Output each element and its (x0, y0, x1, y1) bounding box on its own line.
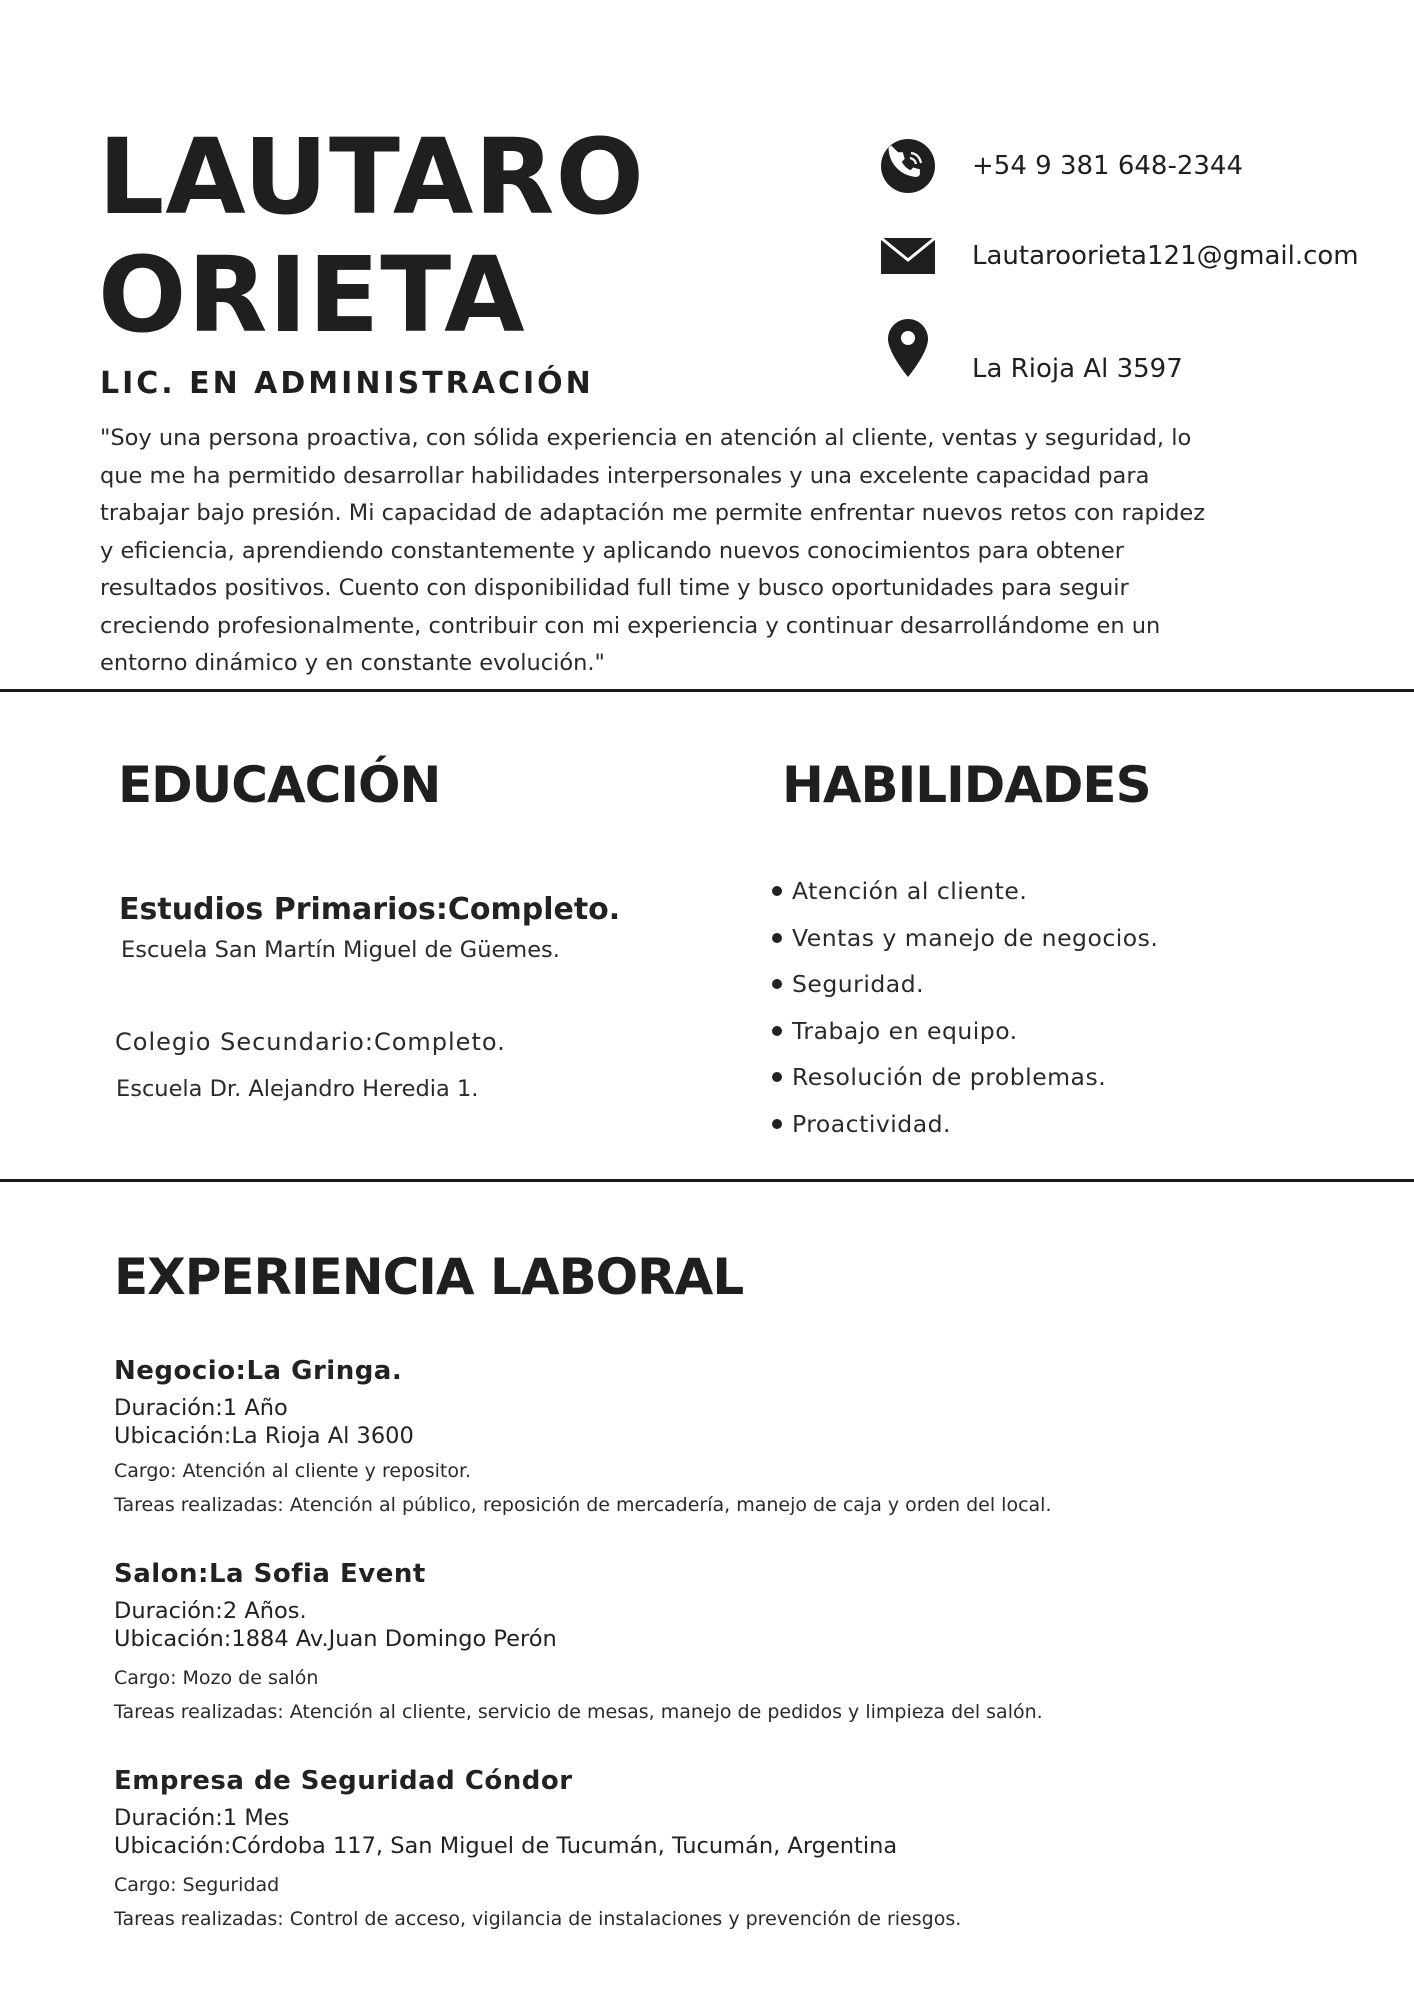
skill-item: Ventas y manejo de negocios. (768, 919, 1158, 966)
divider-middle (0, 1179, 1414, 1182)
secondary-education-title: Colegio Secundario:Completo. (115, 1028, 506, 1056)
job-role: Cargo: Seguridad (114, 1874, 280, 1896)
name-line-2: ORIETA (98, 234, 526, 356)
bullet-icon (772, 933, 782, 943)
bullet-icon (772, 1072, 782, 1082)
job-duration: Duración:1 Año (114, 1395, 288, 1421)
job-duration: Duración:1 Mes (114, 1805, 290, 1831)
bullet-icon (772, 1119, 782, 1129)
phone-icon (880, 138, 936, 194)
job-entry (114, 1766, 1314, 1936)
contact-email-row (880, 228, 1359, 284)
job-location: Ubicación:1884 Av.Juan Domingo Perón (114, 1626, 557, 1652)
secondary-education-school: Escuela Dr. Alejandro Heredia 1. (116, 1076, 479, 1102)
job-employer: Negocio:La Gringa. (114, 1356, 403, 1386)
primary-education-school: Escuela San Martín Miguel de Güemes. (121, 937, 560, 963)
contact-phone-row (880, 138, 1244, 194)
job-location: Ubicación:La Rioja Al 3600 (114, 1423, 414, 1449)
job-tasks: Tareas realizadas: Atención al público, reposición de mercadería, manejo de caja y orden del local. (114, 1494, 1052, 1516)
primary-education-title: Estudios Primarios:Completo. (119, 892, 621, 927)
street-address: La Rioja Al 3597 (972, 354, 1183, 384)
experience-heading: EXPERIENCIA LABORAL (114, 1248, 744, 1306)
job-entry (114, 1559, 1314, 1729)
job-entry (114, 1356, 1314, 1522)
divider-top (0, 689, 1414, 692)
skill-item: Proactividad. (768, 1105, 1158, 1152)
email-address[interactable]: Lautaroorieta121@gmail.com (972, 241, 1359, 271)
skill-item: Seguridad. (768, 965, 1158, 1012)
skill-item: Atención al cliente. (768, 872, 1158, 919)
job-employer: Salon:La Sofia Event (114, 1559, 426, 1589)
candidate-name (98, 118, 645, 354)
skill-item: Resolución de problemas. (768, 1058, 1158, 1105)
job-employer: Empresa de Seguridad Cóndor (114, 1766, 573, 1796)
bullet-icon (772, 886, 782, 896)
location-pin-icon (880, 318, 936, 378)
job-duration: Duración:2 Años. (114, 1598, 307, 1624)
phone-number[interactable]: +54 9 381 648-2344 (972, 151, 1244, 181)
job-tasks: Tareas realizadas: Atención al cliente, servicio de mesas, manejo de pedidos y limpieza del salón. (114, 1701, 1043, 1723)
skills-heading: HABILIDADES (782, 756, 1151, 814)
name-line-1: LAUTARO (98, 116, 645, 238)
job-role: Cargo: Mozo de salón (114, 1667, 319, 1689)
education-heading: EDUCACIÓN (118, 756, 441, 814)
envelope-icon (880, 228, 936, 284)
job-title: LIC. EN ADMINISTRACIÓN (100, 366, 594, 401)
job-tasks: Tareas realizadas: Control de acceso, vigilancia de instalaciones y prevención de riesgos. (114, 1908, 962, 1930)
profile-summary: "Soy una persona proactiva, con sólida experiencia en atención al cliente, ventas y seguridad, lo que me ha permitido desarrollar habilidades interpersonales y una excelente capacidad para trabajar bajo presión. Mi capacidad de adaptación me permite enfrentar nuevos retos con rapidez y eficiencia, aprendiendo constantemente y aplicando nuevos conocimientos para obtener resultados positivos. Cuento con disponibilidad full time y busco oportunidades para seguir creciendo profesionalmente, contribuir con mi experiencia y continuar desarrollándome en un entorno dinámico y en constante evolución." (100, 425, 1206, 676)
skill-item: Trabajo en equipo. (768, 1012, 1158, 1059)
job-role: Cargo: Atención al cliente y repositor. (114, 1460, 472, 1482)
bullet-icon (772, 1026, 782, 1036)
bullet-icon (772, 979, 782, 989)
job-location: Ubicación:Córdoba 117, San Miguel de Tucumán, Tucumán, Argentina (114, 1833, 898, 1859)
contact-address-row (880, 318, 1183, 384)
skills-list (768, 872, 1158, 1151)
